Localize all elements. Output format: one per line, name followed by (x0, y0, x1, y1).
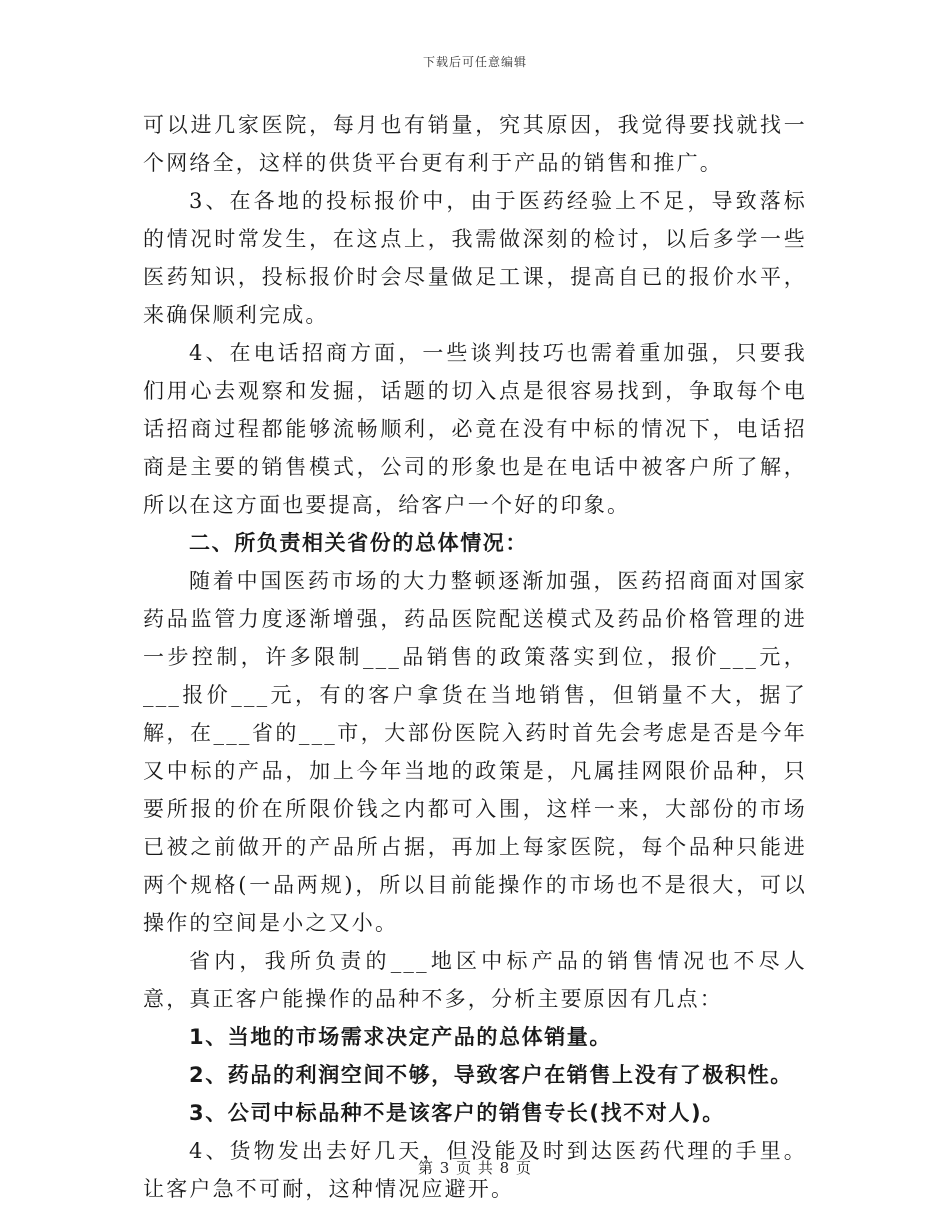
paragraph-continuation: 可以进几家医院，每月也有销量，究其原因，我觉得要找就找一个网络全，这样的供货平台更有利于产品的销售和推广。 (143, 113, 807, 175)
document-body (143, 106, 807, 1208)
paragraph-item-3: 3、在各地的投标报价中，由于医药经验上不足，导致落标的情况时常发生，在这点上，我需做深刻的检讨，以后多学一些医药知识，投标报价时会尽量做足工课，提高自已的报价水平，来确保顺利完成。 (143, 189, 807, 327)
reason-item-3: 3、公司中标品种不是该客户的销售专长(找不对人)。 (189, 1101, 725, 1125)
paragraph-market-overview: 随着中国医药市场的大力整顿逐渐加强，医药招商面对国家药品监管力度逐渐增强，药品医院配送模式及药品价格管理的进一步控制，许多限制___品销售的政策落实到位，报价___元，___报价___元，有的客户拿货在当地销售，但销量不大，据了解，在___省的___市，大部份医院入药时首先会考虑是否是今年又中标的产品，加上今年当地的政策是，凡属挂网限价品种，只要所报的价在所限价钱之内都可入围，这样一来，大部份的市场已被之前做开的产品所占据，再加上每家医院，每个品种只能进两个规格(一品两规)，所以目前能操作的市场也不是很大，可以操作的空间是小之又小。 (143, 569, 807, 935)
reason-item-1: 1、当地的市场需求决定产品的总体销量。 (189, 1025, 613, 1049)
paragraph-province-sales: 省内，我所负责的___地区中标产品的销售情况也不尽人意，真正客户能操作的品种不多，分析主要原因有几点： (143, 949, 807, 1011)
reason-item-2: 2、药品的利润空间不够，导致客户在销售上没有了极积性。 (189, 1063, 793, 1087)
header-note: 下载后可任意编辑 (422, 55, 527, 69)
reason-item-4: 4、货物发出去好几天，但没能及时到达医药代理的手里。让客户急不可耐，这种情况应避开。 (143, 1139, 807, 1201)
paragraph-item-4: 4、在电话招商方面，一些谈判技巧也需着重加强，只要我们用心去观察和发掘，话题的切入点是很容易找到，争取每个电话招商过程都能够流畅顺利，必竟在没有中标的情况下，电话招商是主要的销售模式，公司的形象也是在电话中被客户所了解，所以在这方面也要提高，给客户一个好的印象。 (143, 341, 807, 517)
section-heading: 二、所负责相关省份的总体情况： (189, 531, 528, 555)
page-number: 第 3 页 共 8 页 (418, 1159, 532, 1177)
